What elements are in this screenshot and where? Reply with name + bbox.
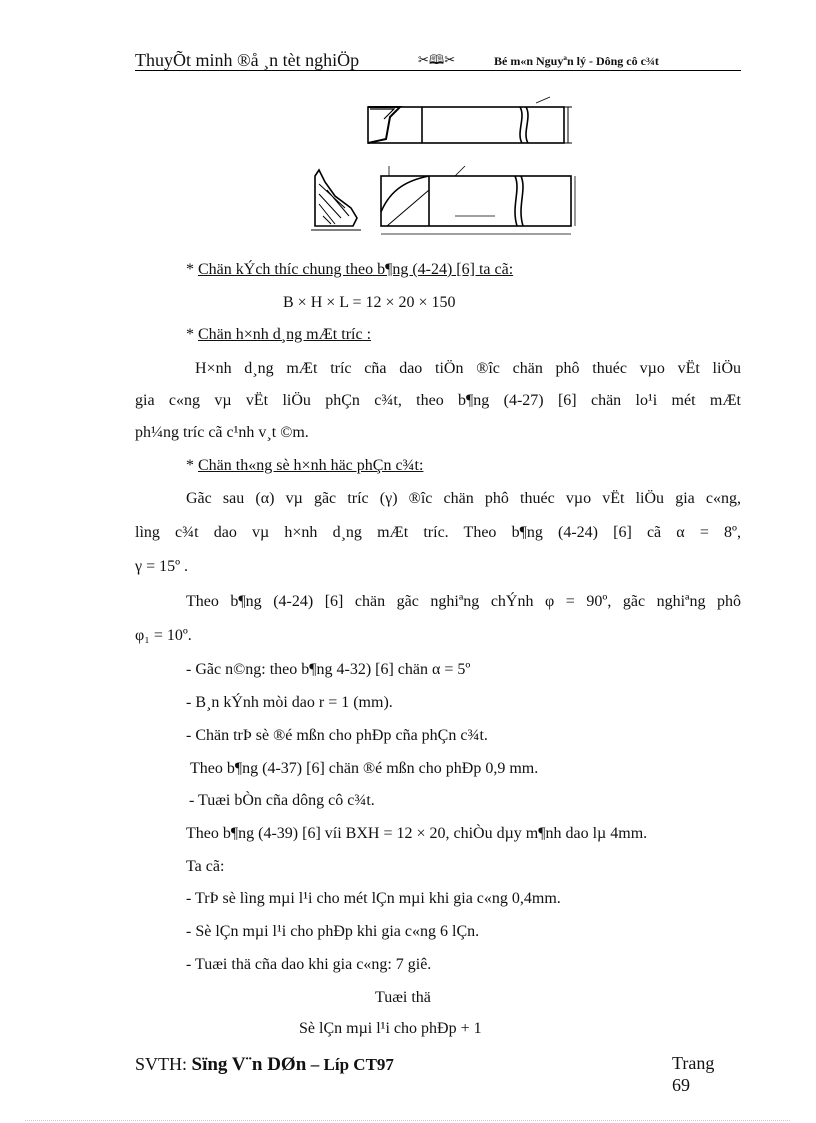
paragraph-line: Theo b¶ng (4-24) [6] chän gãc nghiªng chÝnh φ = 90º, gãc nghiªng phô <box>186 593 741 610</box>
student-class: – Líp CT97 <box>310 1055 394 1074</box>
bullet: * <box>186 261 198 278</box>
bullet: * <box>186 326 198 343</box>
header-rule <box>135 70 741 71</box>
paragraph-line: φ₁ = 10º. <box>135 627 192 644</box>
paragraph-line: gia c«ng vµ vËt liÖu phÇn c¾t, theo b¶ng (4-27) [6] chän lo¹i mét mÆt <box>135 392 741 409</box>
page-bottom-rule <box>25 1120 790 1121</box>
formula-denominator: Sè lÇn mµi l¹i cho phÐp + 1 <box>299 1020 482 1037</box>
list-item: - Gãc n©ng: theo b¶ng 4-32) [6] chän α = 5º <box>186 661 471 678</box>
header-department: Bé m«n Nguyªn lý - Dông cô c¾t <box>494 54 659 68</box>
heading-select-dimensions <box>186 260 513 280</box>
heading-text: Chän kÝch thíc chung theo b¶ng (4-24) [6] ta cã: <box>198 261 514 278</box>
heading-text: Chän th«ng sè h×nh häc phÇn c¾t: <box>198 457 424 474</box>
list-item: - Tuæi thä cña dao khi gia c«ng: 7 giê. <box>186 956 432 973</box>
list-item: - Sè lÇn mµi l¹i cho phÐp khi gia c«ng 6 lÇn. <box>186 923 480 940</box>
header-ornament: ✂🕮✂ <box>418 52 456 67</box>
list-item: - B¸n kÝnh mòi dao r = 1 (mm). <box>186 694 393 711</box>
footer-student <box>135 1054 394 1076</box>
paragraph-line: lìng c¾t dao vµ h×nh d¸ng mÆt tríc. Theo b¶ng (4-24) [6] cã α = 8º, <box>135 524 741 541</box>
list-item: Theo b¶ng (4-37) [6] chän ®é mßn cho phÐp 0,9 mm. <box>190 760 539 777</box>
paragraph-line: H×nh d¸ng mÆt tríc cña dao tiÖn ®îc chän phô thuéc vµo vËt liÖu <box>195 360 741 377</box>
list-item: Theo b¶ng (4-39) [6] víi BXH = 12 × 20, chiÒu dµy m¶nh dao lµ 4mm. <box>186 825 648 842</box>
svth-label: SVTH: <box>135 1054 188 1074</box>
paragraph-line: Gãc sau (α) vµ gãc tríc (γ) ®îc chän phô thuéc vµo vËt liÖu gia c«ng, <box>186 490 741 507</box>
page-label: Trang <box>672 1053 715 1073</box>
heading-text: Chän h×nh d¸ng mÆt tríc : <box>198 326 372 343</box>
bullet: * <box>186 457 198 474</box>
header-title: ThuyÕt minh ®å ¸n tèt nghiÖp <box>135 50 360 70</box>
dimension-formula: B × H × L = 12 × 20 × 150 <box>283 294 456 311</box>
tool-drawing-top <box>360 95 580 155</box>
student-name: Sïng V¨n DØn <box>191 1054 307 1075</box>
tool-drawing-side <box>305 160 585 240</box>
list-item: Ta cã: <box>186 858 225 875</box>
page-number: 69 <box>672 1075 690 1095</box>
paragraph-line: γ = 15º . <box>135 558 189 575</box>
list-item: - TrÞ sè lìng mµi l¹i cho mét lÇn mµi khi gia c«ng 0,4mm. <box>186 890 561 907</box>
list-item: - Tuæi bÒn cña dông cô c¾t. <box>189 792 375 809</box>
list-item: - Chän trÞ sè ®é mßn cho phÐp cña phÇn c¾t. <box>186 727 488 744</box>
formula-numerator: Tuæi thä <box>375 989 431 1006</box>
heading-select-geometry <box>186 456 423 476</box>
heading-select-face-shape <box>186 325 371 345</box>
paragraph-line: ph¼ng tríc cã c¹nh v¸t ©m. <box>135 424 309 441</box>
